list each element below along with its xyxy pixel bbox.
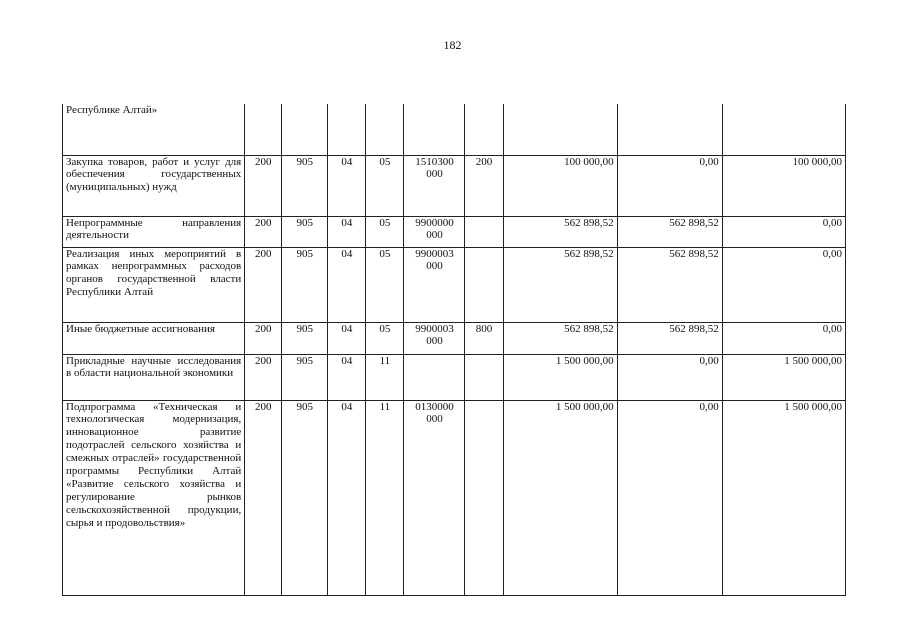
row-total: 1 500 000,00 bbox=[503, 354, 617, 400]
row-federal: 0,00 bbox=[617, 354, 722, 400]
table-row bbox=[63, 354, 846, 400]
row-admin: 200 bbox=[245, 354, 282, 400]
row-subsection: 11 bbox=[366, 400, 404, 595]
row-csr: 1510300 000 bbox=[404, 155, 465, 216]
row-name: Непрограммные направления деятельности bbox=[63, 216, 245, 247]
row-section: 04 bbox=[328, 322, 366, 354]
row-admin: 200 bbox=[245, 155, 282, 216]
row-ministry: 905 bbox=[282, 400, 328, 595]
row-admin: 200 bbox=[245, 247, 282, 322]
row-ministry: 905 bbox=[282, 322, 328, 354]
row-ministry: 905 bbox=[282, 354, 328, 400]
row-subsection: 05 bbox=[366, 155, 404, 216]
row-federal bbox=[617, 104, 722, 155]
row-vr bbox=[465, 104, 503, 155]
row-name: Республике Алтай» bbox=[63, 104, 245, 155]
row-regional: 0,00 bbox=[722, 247, 845, 322]
row-name: Закупка товаров, работ и услуг для обеспечения государственных (муниципальных) нужд bbox=[63, 155, 245, 216]
row-csr: 0130000 000 bbox=[404, 400, 465, 595]
row-csr: 9900003 000 bbox=[404, 247, 465, 322]
row-regional: 1 500 000,00 bbox=[722, 400, 845, 595]
row-federal: 0,00 bbox=[617, 155, 722, 216]
row-total: 562 898,52 bbox=[503, 322, 617, 354]
row-name: Иные бюджетные ассигнования bbox=[63, 322, 245, 354]
table-row bbox=[63, 400, 846, 595]
row-total bbox=[503, 104, 617, 155]
row-ministry: 905 bbox=[282, 247, 328, 322]
row-vr: 200 bbox=[465, 155, 503, 216]
row-subsection: 05 bbox=[366, 322, 404, 354]
row-csr bbox=[404, 354, 465, 400]
row-federal: 0,00 bbox=[617, 400, 722, 595]
row-subsection: 05 bbox=[366, 247, 404, 322]
row-section: 04 bbox=[328, 247, 366, 322]
budget-table bbox=[62, 104, 846, 596]
row-ministry: 905 bbox=[282, 155, 328, 216]
row-subsection: 05 bbox=[366, 216, 404, 247]
row-regional bbox=[722, 104, 845, 155]
row-section bbox=[328, 104, 366, 155]
row-admin bbox=[245, 104, 282, 155]
row-csr: 9900000 000 bbox=[404, 216, 465, 247]
row-federal: 562 898,52 bbox=[617, 322, 722, 354]
row-regional: 100 000,00 bbox=[722, 155, 845, 216]
row-vr bbox=[465, 400, 503, 595]
row-regional: 0,00 bbox=[722, 322, 845, 354]
table-row bbox=[63, 104, 846, 155]
page-number: 182 bbox=[443, 38, 462, 52]
row-section: 04 bbox=[328, 354, 366, 400]
row-vr bbox=[465, 216, 503, 247]
table-row bbox=[63, 247, 846, 322]
row-section: 04 bbox=[328, 155, 366, 216]
row-regional: 0,00 bbox=[722, 216, 845, 247]
row-admin: 200 bbox=[245, 322, 282, 354]
row-subsection: 11 bbox=[366, 354, 404, 400]
row-total: 100 000,00 bbox=[503, 155, 617, 216]
row-name: Реализация иных мероприятий в рамках непрограммных расходов органов государственной власти Республики Алтай bbox=[63, 247, 245, 322]
row-csr bbox=[404, 104, 465, 155]
row-vr bbox=[465, 247, 503, 322]
row-csr: 9900003 000 bbox=[404, 322, 465, 354]
row-vr: 800 bbox=[465, 322, 503, 354]
table-row bbox=[63, 216, 846, 247]
row-subsection bbox=[366, 104, 404, 155]
row-section: 04 bbox=[328, 216, 366, 247]
row-name: Подпрограмма «Техническая и технологическая модернизация, инновационное развитие подотраслей сельского хозяйства и смежных отраслей» государственной программы Республики Алтай «Развитие сельского хозяйства и регулирование рынков сельскохозяйственной продукции, сырья и продовольствия» bbox=[63, 400, 245, 595]
row-federal: 562 898,52 bbox=[617, 247, 722, 322]
row-admin: 200 bbox=[245, 400, 282, 595]
row-name: Прикладные научные исследования в области национальной экономики bbox=[63, 354, 245, 400]
row-vr bbox=[465, 354, 503, 400]
row-total: 1 500 000,00 bbox=[503, 400, 617, 595]
row-regional: 1 500 000,00 bbox=[722, 354, 845, 400]
row-admin: 200 bbox=[245, 216, 282, 247]
row-total: 562 898,52 bbox=[503, 216, 617, 247]
row-federal: 562 898,52 bbox=[617, 216, 722, 247]
row-ministry bbox=[282, 104, 328, 155]
table-row bbox=[63, 155, 846, 216]
table-row bbox=[63, 322, 846, 354]
row-total: 562 898,52 bbox=[503, 247, 617, 322]
row-section: 04 bbox=[328, 400, 366, 595]
row-ministry: 905 bbox=[282, 216, 328, 247]
